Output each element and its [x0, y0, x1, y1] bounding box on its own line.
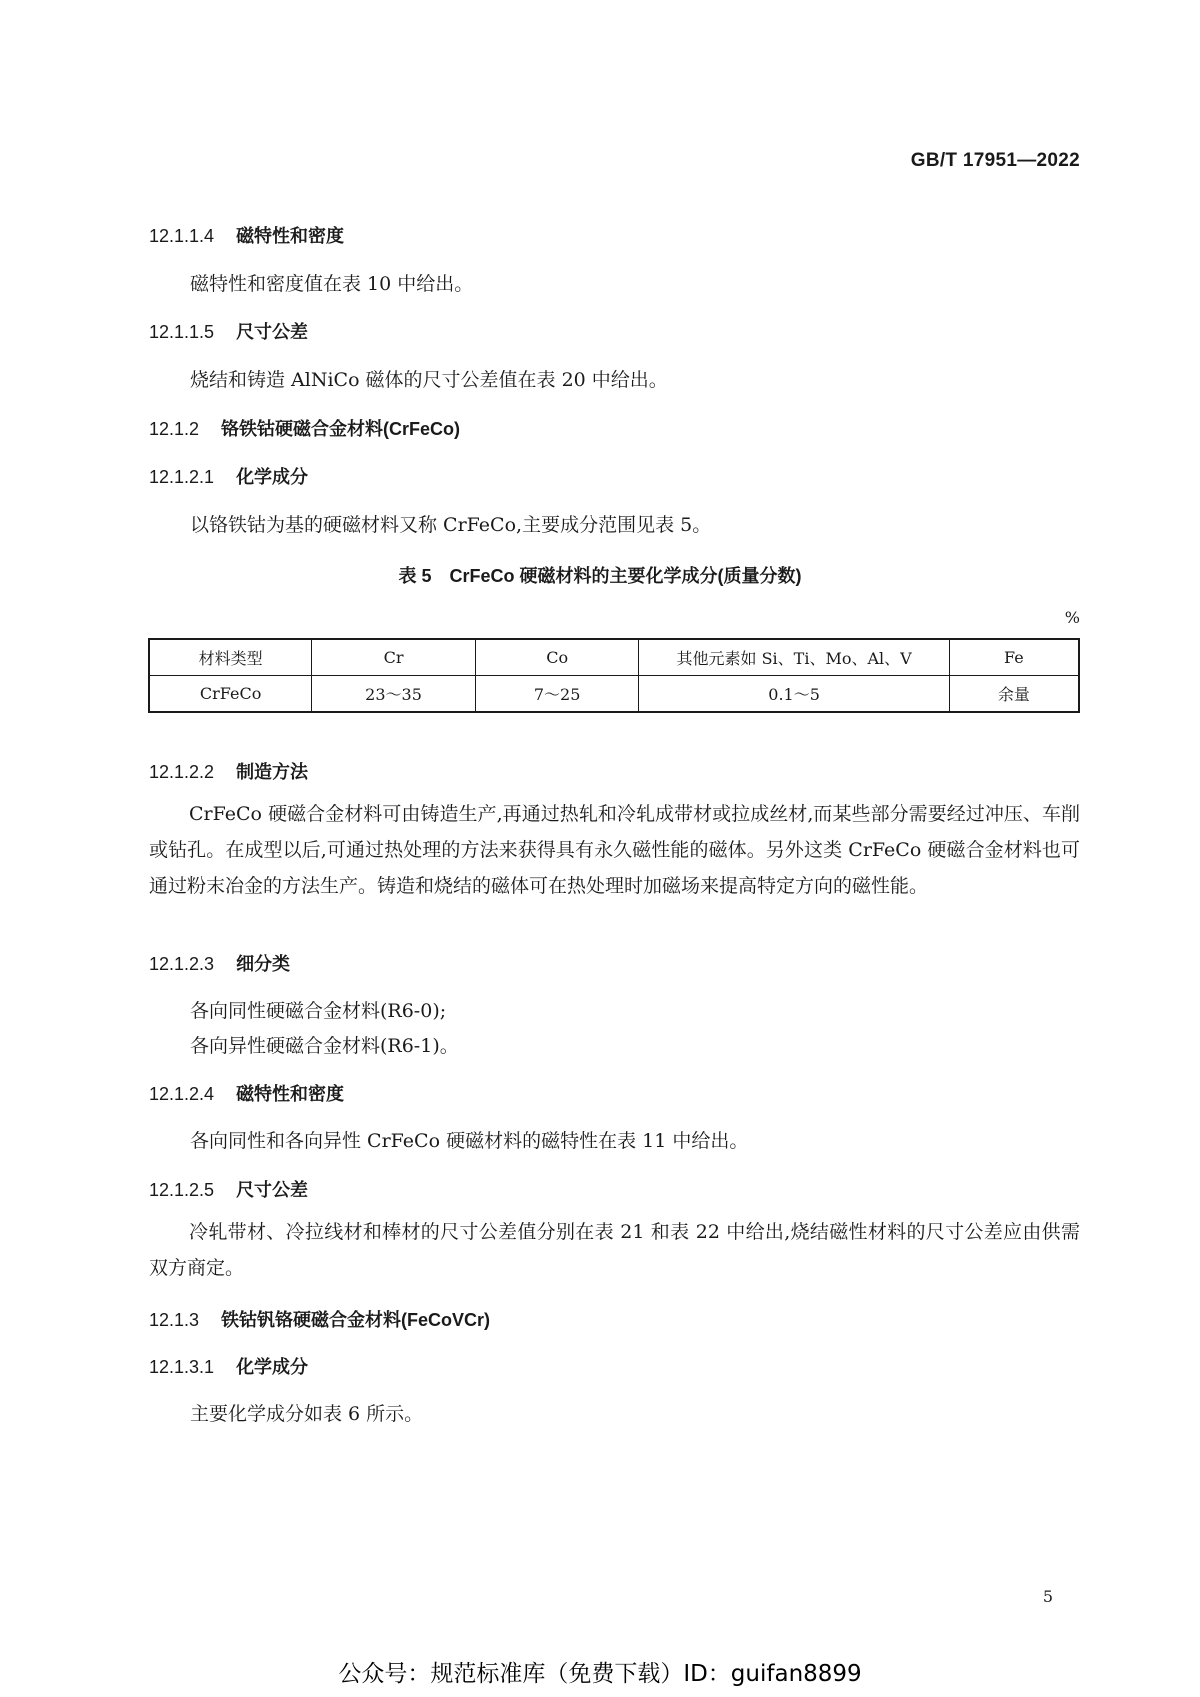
section-heading [149, 415, 460, 441]
paragraph: 以铬铁钴为基的硬磁材料又称 CrFeCo,主要成分范围见表 5。 [190, 514, 712, 536]
paragraph: 冷轧带材、冷拉线材和棒材的尺寸公差值分别在表 21 和表 22 中给出,烧结磁性材料的尺寸公差应由供需双方商定。 [149, 1221, 1080, 1279]
table-header-cell: Fe [949, 639, 1079, 676]
section-title: 细分类 [236, 954, 291, 974]
section-heading [149, 1353, 308, 1379]
section-number: 12.1.1.4 [149, 226, 215, 246]
section-number: 12.1.2.4 [149, 1084, 215, 1104]
doc-code: GB/T 17951—2022 [910, 150, 1080, 171]
list-item: 各向同性硬磁合金材料(R6-0); [190, 1000, 447, 1022]
table-header-cell: Cr [312, 639, 476, 676]
section-heading [149, 463, 308, 489]
section-number: 12.1.1.5 [149, 322, 215, 342]
table-cell: 23～35 [312, 676, 476, 713]
section-heading [149, 1176, 308, 1202]
table-header-row [149, 639, 1079, 676]
table-header-cell: 其他元素如 Si、Ti、Mo、Al、V [639, 639, 949, 676]
footer-watermark: 公众号：规范标准库（免费下载）ID：guifan8899 [338, 1661, 862, 1687]
section-heading [149, 758, 308, 784]
list-item: 各向异性硬磁合金材料(R6-1)。 [190, 1035, 459, 1057]
section-title: 化学成分 [236, 467, 309, 487]
section-number: 12.1.2 [149, 419, 200, 439]
table-cell: 余量 [949, 676, 1079, 713]
paragraph: 各向同性和各向异性 CrFeCo 硬磁材料的磁特性在表 11 中给出。 [190, 1130, 749, 1152]
section-title: 磁特性和密度 [236, 1084, 345, 1104]
table-unit: % [1064, 608, 1080, 627]
section-title: 铬铁钴硬磁合金材料(CrFeCo) [221, 419, 461, 439]
table-header-cell: Co [475, 639, 639, 676]
composition-table [148, 638, 1080, 713]
section-title: 铁钴钒铬硬磁合金材料(FeCoVCr) [221, 1310, 491, 1330]
section-number: 12.1.3 [149, 1310, 200, 1330]
section-heading [149, 318, 308, 344]
section-title: 尺寸公差 [236, 322, 309, 342]
section-title: 磁特性和密度 [236, 226, 345, 246]
section-number: 12.1.2.5 [149, 1180, 215, 1200]
section-title: 化学成分 [236, 1357, 309, 1377]
section-heading [149, 1080, 344, 1106]
page-number: 5 [1042, 1587, 1053, 1606]
table-header-cell: 材料类型 [149, 639, 312, 676]
section-number: 12.1.2.2 [149, 762, 215, 782]
section-title: 制造方法 [236, 762, 309, 782]
paragraph: 磁特性和密度值在表 10 中给出。 [190, 273, 474, 295]
section-heading [149, 222, 344, 248]
paragraph: CrFeCo 硬磁合金材料可由铸造生产,再通过热轧和冷轧成带材或拉成丝材,而某些部分需要经过冲压、车削或钻孔。在成型以后,可通过热处理的方法来获得具有永久磁性能的磁体。另外这类 CrFeCo 硬磁合金材料也可通过粉末冶金的方法生产。铸造和烧结的磁体可在热处理时加磁场来提高特定方向的磁性能。 [149, 803, 1080, 897]
table-cell: 0.1～5 [639, 676, 949, 713]
section-heading [149, 1306, 490, 1332]
table-title: 表 5 CrFeCo 硬磁材料的主要化学成分(质量分数) [398, 566, 802, 586]
paragraph: 主要化学成分如表 6 所示。 [190, 1403, 424, 1425]
section-number: 12.1.3.1 [149, 1357, 215, 1377]
section-number: 12.1.2.3 [149, 954, 215, 974]
section-title: 尺寸公差 [236, 1180, 309, 1200]
paragraph: 烧结和铸造 AlNiCo 磁体的尺寸公差值在表 20 中给出。 [190, 369, 668, 391]
section-heading [149, 950, 290, 976]
table-cell: 7～25 [475, 676, 639, 713]
table-cell: CrFeCo [149, 676, 312, 713]
section-number: 12.1.2.1 [149, 467, 215, 487]
table-row [149, 676, 1079, 713]
